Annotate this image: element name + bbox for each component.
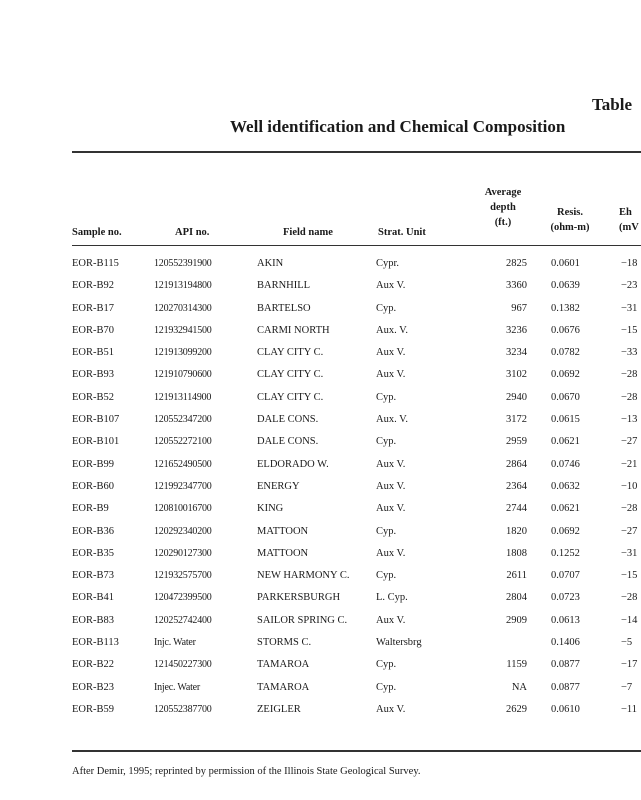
cell-sample: EOR-B107 bbox=[72, 414, 120, 426]
header-resistivity bbox=[544, 205, 596, 235]
cell-strat: Cypr. bbox=[376, 258, 400, 269]
cell-api: 121992347700 bbox=[154, 480, 212, 492]
cell-resis: 0.1252 bbox=[551, 547, 580, 559]
cell-strat: Cyp. bbox=[376, 659, 397, 671]
cell-field: DALE CONS. bbox=[257, 436, 319, 448]
cell-resis: 0.1382 bbox=[551, 302, 580, 314]
cell-eh: −15 bbox=[621, 570, 638, 582]
cell-field: CLAY CITY C. bbox=[257, 391, 324, 403]
cell-field: KING bbox=[257, 503, 284, 515]
cell-depth: 3236 bbox=[506, 324, 527, 336]
header-eh-line2: (mV bbox=[619, 222, 639, 233]
cell-depth: 2940 bbox=[506, 391, 527, 403]
cell-resis: 0.0746 bbox=[551, 458, 580, 470]
cell-sample: EOR-B23 bbox=[72, 681, 114, 693]
cell-api: 121913194800 bbox=[154, 280, 212, 292]
cell-sample: EOR-B70 bbox=[72, 324, 114, 336]
cell-api: 120472399500 bbox=[154, 592, 212, 604]
cell-sample: EOR-B52 bbox=[72, 391, 114, 403]
cell-api: 121913099200 bbox=[154, 347, 212, 359]
cell-sample: EOR-B9 bbox=[72, 503, 109, 515]
cell-api: Injec. Water bbox=[154, 681, 201, 693]
cell-resis: 0.0782 bbox=[551, 347, 580, 359]
cell-resis: 0.0723 bbox=[551, 592, 580, 604]
cell-strat: Aux V. bbox=[376, 369, 406, 381]
cell-api: 120290127300 bbox=[154, 547, 212, 559]
cell-api: 120252742400 bbox=[154, 614, 212, 626]
cell-sample: EOR-B41 bbox=[72, 592, 114, 604]
cell-strat: Cyp. bbox=[376, 570, 397, 582]
table-row bbox=[0, 302, 641, 324]
cell-api: 120552391900 bbox=[154, 258, 212, 269]
cell-api: 121932941500 bbox=[154, 324, 212, 336]
cell-eh: −21 bbox=[621, 458, 638, 470]
table-label: Table bbox=[592, 95, 633, 114]
cell-eh: −27 bbox=[621, 436, 638, 448]
cell-api: 121913114900 bbox=[154, 391, 212, 403]
header-depth-line1: Average bbox=[484, 187, 522, 198]
cell-eh: −14 bbox=[621, 614, 638, 626]
cell-strat: Aux. V. bbox=[376, 324, 408, 336]
cell-strat: Cyp. bbox=[376, 436, 397, 448]
cell-resis: 0.1406 bbox=[551, 637, 580, 649]
cell-depth: 2825 bbox=[506, 258, 527, 269]
cell-depth: 2611 bbox=[506, 570, 527, 582]
header-rule bbox=[72, 245, 641, 246]
header-resis-line2: (ohm-m) bbox=[550, 222, 590, 233]
table-row bbox=[0, 569, 641, 591]
cell-depth: 3360 bbox=[506, 280, 527, 292]
cell-eh: −31 bbox=[621, 302, 638, 314]
cell-sample: EOR-B99 bbox=[72, 458, 114, 470]
cell-api: 120552347200 bbox=[154, 414, 212, 426]
cell-api: 120552272100 bbox=[154, 436, 212, 448]
table-bottom-rule bbox=[72, 750, 641, 752]
cell-eh: −5 bbox=[621, 637, 633, 649]
table-row bbox=[0, 681, 641, 703]
cell-field: DALE CONS. bbox=[257, 414, 319, 426]
table-row bbox=[0, 279, 641, 301]
cell-api: 121932575700 bbox=[154, 570, 212, 582]
cell-field: BARTELSO bbox=[257, 302, 311, 314]
table-row bbox=[0, 703, 641, 725]
table-row bbox=[0, 636, 641, 658]
cell-eh: −13 bbox=[621, 414, 638, 426]
header-eh-line1: Eh bbox=[619, 207, 632, 218]
table-row bbox=[0, 480, 641, 502]
table-row bbox=[0, 458, 641, 480]
cell-sample: EOR-B115 bbox=[72, 258, 119, 269]
cell-eh: −7 bbox=[621, 681, 633, 693]
cell-sample: EOR-B83 bbox=[72, 614, 114, 626]
cell-depth: 2959 bbox=[506, 436, 527, 448]
cell-resis: 0.0610 bbox=[551, 703, 580, 715]
cell-depth: 2864 bbox=[506, 458, 527, 470]
cell-depth: 1820 bbox=[506, 525, 527, 537]
table-row bbox=[0, 257, 641, 279]
cell-depth: 2909 bbox=[506, 614, 527, 626]
cell-sample: EOR-B93 bbox=[72, 369, 114, 381]
cell-api: Injc. Water bbox=[154, 637, 196, 649]
cell-resis: 0.0632 bbox=[551, 480, 580, 492]
cell-depth: NA bbox=[511, 681, 527, 693]
cell-api: 120270314300 bbox=[154, 302, 212, 314]
table-row bbox=[0, 547, 641, 569]
cell-depth: 1808 bbox=[506, 547, 527, 559]
cell-field: NEW HARMONY C. bbox=[257, 570, 350, 582]
cell-depth: 2804 bbox=[506, 592, 527, 604]
cell-strat: Aux V. bbox=[376, 458, 406, 470]
cell-strat: Aux V. bbox=[376, 280, 406, 292]
cell-resis: 0.0676 bbox=[551, 324, 580, 336]
cell-depth: 3172 bbox=[506, 414, 527, 426]
header-resis-line1: Resis. bbox=[557, 207, 583, 218]
cell-strat: Aux V. bbox=[376, 547, 406, 559]
cell-eh: −18 bbox=[621, 258, 638, 269]
cell-resis: 0.0670 bbox=[551, 391, 580, 403]
table-title: Well identification and Chemical Composition bbox=[230, 117, 566, 136]
cell-strat: Aux V. bbox=[376, 703, 406, 715]
header-field-name: Field name bbox=[283, 227, 333, 238]
cell-eh: −31 bbox=[621, 547, 638, 559]
cell-sample: EOR-B92 bbox=[72, 280, 114, 292]
cell-eh: −28 bbox=[621, 592, 638, 604]
cell-resis: 0.0621 bbox=[551, 503, 580, 515]
cell-sample: EOR-B113 bbox=[72, 637, 119, 649]
cell-resis: 0.0621 bbox=[551, 436, 580, 448]
cell-resis: 0.0613 bbox=[551, 614, 580, 626]
cell-depth: 2364 bbox=[506, 480, 527, 492]
cell-depth: 3102 bbox=[506, 369, 527, 381]
table-row bbox=[0, 591, 641, 613]
cell-resis: 0.0692 bbox=[551, 525, 580, 537]
cell-resis: 0.0707 bbox=[551, 570, 580, 582]
cell-field: STORMS C. bbox=[257, 637, 312, 649]
cell-api: 120292340200 bbox=[154, 525, 212, 537]
cell-eh: −23 bbox=[621, 280, 638, 292]
cell-field: TAMAROA bbox=[257, 681, 310, 693]
cell-field: ELDORADO W. bbox=[257, 458, 329, 470]
header-api-no: API no. bbox=[175, 227, 210, 238]
cell-field: TAMAROA bbox=[257, 659, 310, 671]
table-row bbox=[0, 502, 641, 524]
cell-field: AKIN bbox=[257, 258, 284, 269]
cell-strat: Waltersbrg bbox=[376, 637, 422, 649]
cell-strat: Aux V. bbox=[376, 503, 406, 515]
cell-field: SAILOR SPRING C. bbox=[257, 614, 348, 626]
cell-eh: −28 bbox=[621, 369, 638, 381]
cell-strat: Cyp. bbox=[376, 681, 397, 693]
table-row bbox=[0, 435, 641, 457]
cell-eh: −33 bbox=[621, 347, 638, 359]
cell-resis: 0.0601 bbox=[551, 258, 580, 269]
cell-sample: EOR-B22 bbox=[72, 659, 114, 671]
table-row bbox=[0, 413, 641, 435]
cell-field: ZEIGLER bbox=[257, 703, 301, 715]
cell-strat: Cyp. bbox=[376, 525, 397, 537]
header-sample-no: Sample no. bbox=[72, 227, 122, 238]
cell-field: MATTOON bbox=[257, 525, 309, 537]
table-row bbox=[0, 525, 641, 547]
cell-depth: 2744 bbox=[506, 503, 527, 515]
cell-strat: Aux V. bbox=[376, 480, 406, 492]
header-eh bbox=[619, 205, 639, 235]
table-row bbox=[0, 614, 641, 636]
cell-strat: Aux. V. bbox=[376, 414, 408, 426]
cell-field: CARMI NORTH bbox=[257, 324, 330, 336]
cell-resis: 0.0615 bbox=[551, 414, 580, 426]
cell-depth: 967 bbox=[511, 302, 527, 314]
cell-depth: 2629 bbox=[506, 703, 527, 715]
cell-field: CLAY CITY C. bbox=[257, 347, 324, 359]
table-footnote: After Demir, 1995; reprinted by permission of the Illinois State Geological Survey. bbox=[72, 766, 421, 777]
table-row bbox=[0, 658, 641, 680]
cell-eh: −27 bbox=[621, 525, 638, 537]
cell-resis: 0.0877 bbox=[551, 659, 580, 671]
table-body bbox=[0, 257, 641, 725]
cell-field: MATTOON bbox=[257, 547, 309, 559]
cell-field: CLAY CITY C. bbox=[257, 369, 324, 381]
cell-sample: EOR-B36 bbox=[72, 525, 114, 537]
cell-field: BARNHILL bbox=[257, 280, 311, 292]
header-depth-line3: (ft.) bbox=[494, 217, 512, 228]
header-average-depth bbox=[478, 185, 528, 230]
cell-sample: EOR-B73 bbox=[72, 570, 114, 582]
cell-field: PARKERSBURGH bbox=[257, 592, 341, 604]
table-row bbox=[0, 391, 641, 413]
cell-sample: EOR-B60 bbox=[72, 480, 114, 492]
cell-field: ENERGY bbox=[257, 480, 300, 492]
cell-resis: 0.0877 bbox=[551, 681, 580, 693]
cell-sample: EOR-B35 bbox=[72, 547, 114, 559]
header-strat-unit: Strat. Unit bbox=[378, 227, 426, 238]
cell-api: 121652490500 bbox=[154, 458, 212, 470]
table-row bbox=[0, 324, 641, 346]
cell-eh: −10 bbox=[621, 480, 638, 492]
cell-eh: −15 bbox=[621, 324, 638, 336]
cell-depth: 1159 bbox=[506, 659, 527, 671]
table-row bbox=[0, 346, 641, 368]
cell-api: 121450227300 bbox=[154, 659, 212, 671]
cell-api: 121910790600 bbox=[154, 369, 212, 381]
cell-strat: Cyp. bbox=[376, 391, 397, 403]
cell-resis: 0.0692 bbox=[551, 369, 580, 381]
cell-eh: −17 bbox=[621, 659, 638, 671]
cell-strat: Aux V. bbox=[376, 347, 406, 359]
cell-strat: Cyp. bbox=[376, 302, 397, 314]
header-depth-line2: depth bbox=[490, 202, 516, 213]
table-row bbox=[0, 368, 641, 390]
cell-sample: EOR-B51 bbox=[72, 347, 114, 359]
cell-api: 120810016700 bbox=[154, 503, 212, 515]
cell-strat: L. Cyp. bbox=[376, 592, 408, 604]
cell-eh: −28 bbox=[621, 391, 638, 403]
cell-sample: EOR-B101 bbox=[72, 436, 120, 448]
cell-eh: −28 bbox=[621, 503, 638, 515]
table-top-rule bbox=[72, 151, 641, 153]
cell-depth: 3234 bbox=[506, 347, 527, 359]
cell-strat: Aux V. bbox=[376, 614, 406, 626]
cell-sample: EOR-B59 bbox=[72, 703, 114, 715]
cell-resis: 0.0639 bbox=[551, 280, 580, 292]
cell-sample: EOR-B17 bbox=[72, 302, 114, 314]
cell-eh: −11 bbox=[621, 703, 638, 715]
cell-api: 120552387700 bbox=[154, 703, 212, 715]
